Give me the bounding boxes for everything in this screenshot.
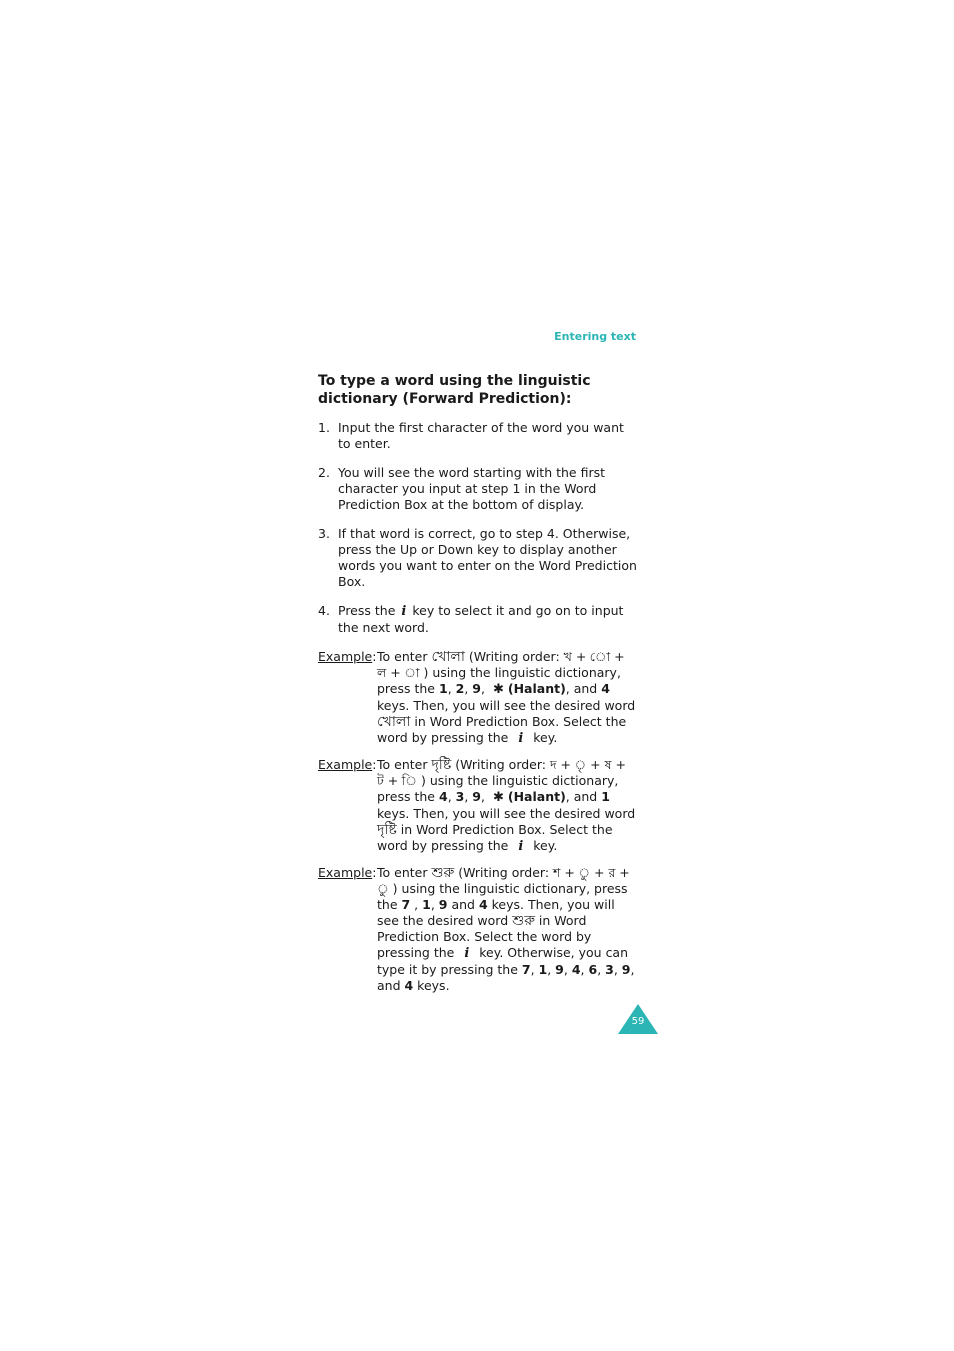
example-label: Example: [318,649,377,664]
step-text [338,603,638,636]
step-text-after: key to select it and go on to input the next word. [338,603,624,635]
step-4 [318,603,638,636]
step-1 [318,420,638,452]
step-text-before: Press the [338,603,396,618]
info-key-icon: i [401,604,407,619]
page-number: 59 [631,1016,645,1027]
step-text: You will see the word starting with the first character you input at step 1 in the Word Prediction Box at the bottom of display. [338,465,606,512]
bengali-word: দৃষ্টি [377,822,397,838]
step-number: 2. [318,465,330,480]
step-number: 3. [318,526,330,541]
bengali-word: শুরু [431,865,455,881]
procedure-heading: To type a word using the linguistic dictionary (Forward Prediction): [318,373,591,407]
info-key-icon: i [464,946,470,961]
step-text: If that word is correct, go to step 4. Otherwise, press the Up or Down key to display another words you want to enter on the Word Prediction Box. [338,526,637,589]
bengali-word: শুরু [512,913,535,929]
procedure-body [318,420,638,1004]
example-text: To enter শুরু (Writing order: শ + ু + র + ু ) using the linguistic dictionary, press the 7 , 1, 9 and 4 keys. Then, you will see the desired word শুরু in Word Prediction Box. Select the word by pressing the i key. Otherwise, you can type it by pressing the 7, 1, 9, 4, 6, 3, 9, and 4 keys. [377,865,635,993]
step-2 [318,465,638,513]
step-3 [318,526,638,590]
example-text: To enter দৃষ্টি (Writing order: দ + ৃ + ষ + ট + ি ) using the linguistic dictionary, press the 4, 3, 9, ✱ (Halant), and 1 keys. Then, you will see the desired word দৃষ্টি in Word Prediction Box. Select the word by pressing the i key. [377,757,636,854]
example-2 [318,757,638,855]
example-1 [318,649,638,747]
bengali-word: দৃষ্টি [431,757,452,773]
step-number: 1. [318,420,330,435]
example-3 [318,865,638,994]
info-key-icon: i [518,731,524,746]
example-text: To enter খোলা (Writing order: খ + ো + ল + া ) using the linguistic dictionary, press the 1, 2, 9, ✱ (Halant), and 4 keys. Then, you will see the desired word খোলা in Word Prediction Box. Select the word by pressing the i key. [377,649,636,746]
bengali-word: খোলা [431,649,465,665]
section-header: Entering text [554,330,636,343]
example-label: Example: [318,757,377,772]
step-number: 4. [318,603,330,618]
bengali-word: খোলা [377,714,411,730]
star-key-icon: ✱ [492,682,504,697]
page-number-badge [618,1004,658,1034]
example-label: Example: [318,865,377,880]
star-key-icon: ✱ [492,790,504,805]
step-text: Input the first character of the word you want to enter. [338,420,624,451]
info-key-icon: i [518,839,524,854]
